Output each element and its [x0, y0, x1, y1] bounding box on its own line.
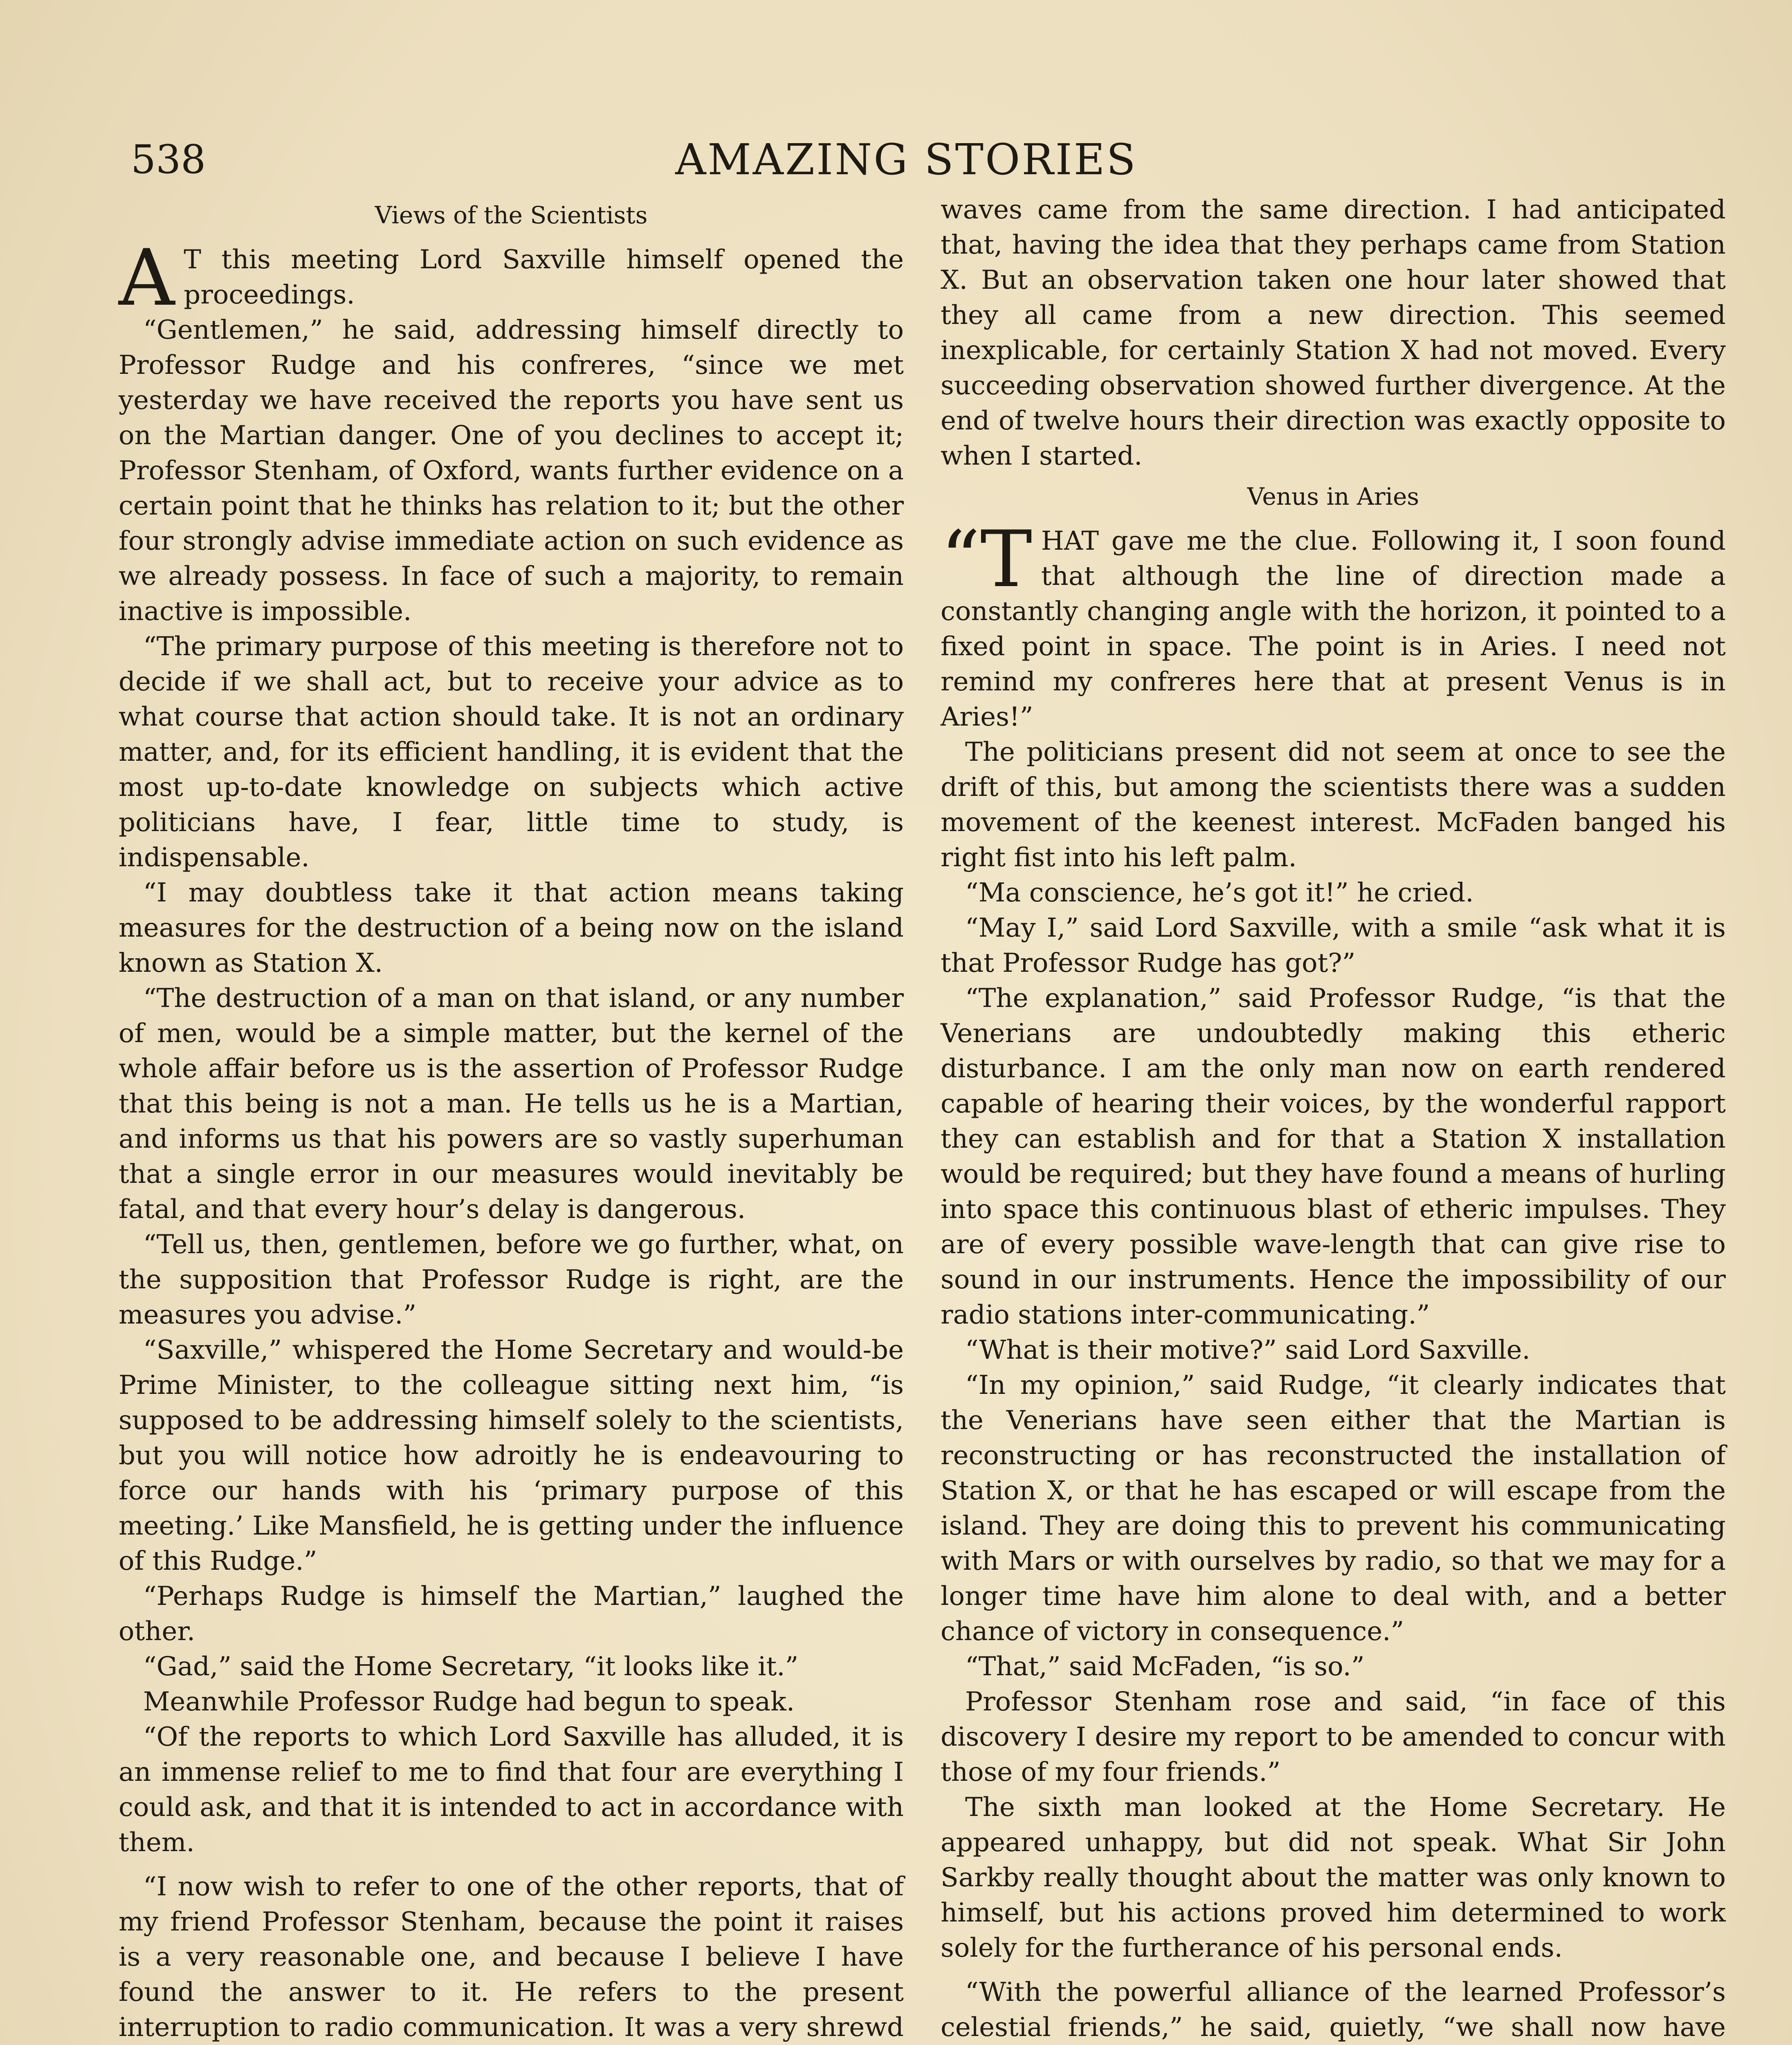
paragraph: “I may doubtless take it that action means taking measures for the destruction of a being now on the island known as Station X.: [119, 878, 904, 978]
paragraph: [941, 514, 1726, 735]
paragraph-text: HAT gave me the clue. Following it, I soon found that although the line of direction made a constantly changing angle with the horizon, it pointed to a fixed point in space. The point is in Aries. I need not remind my confreres here that at present Venus is in Aries!”: [941, 526, 1726, 732]
magazine-title: AMAZING STORIES: [675, 135, 1137, 184]
paragraph: “Gentlemen,” he said, addressing himself directly to Professor Rudge and his confreres, “since we met yesterday we have received the reports you have sent us on the Martian danger. One of you declines to accept it; Professor Stenham, of Oxford, wants further evidence on a certain point that he thinks has relation to it; but the other four strongly advise immediate action on such evidence as we already possess. In face of such a majority, to remain inactive is impossible.: [119, 315, 904, 627]
drop-cap: A: [119, 233, 175, 323]
paragraph: “With the powerful alliance of the learned Professor’s celestial friends,” he said, quietly, “we shall now have: [941, 1977, 1726, 2043]
page-number: 538: [131, 137, 206, 182]
page-header: [131, 131, 1682, 188]
right-column: [941, 192, 1726, 2045]
paragraph: The sixth man looked at the Home Secretary. He appeared unhappy, but did not speak. What Sir John Sarkby really thought about the matter was only known to himself, but his actions proved him determined to work solely for the furtherance of his personal ends.: [941, 1792, 1726, 1963]
paragraph: “Gad,” said the Home Secretary, “it looks like it.”: [143, 1652, 799, 1682]
paragraph: “I now wish to refer to one of the other reports, that of my friend Professor Stenham, because the point it raises is a very reasonable one, and because I believe I have found the answer to it. He refers to the present interruption to radio communication. It was a very shrewd: [119, 1872, 904, 2043]
section-heading-venus-in-aries: Venus in Aries: [1247, 483, 1419, 510]
paragraph: “That,” said McFaden, “is so.”: [965, 1652, 1365, 1682]
paragraph-text: T this meeting Lord Saxville himself opened the proceedings.: [184, 245, 904, 310]
paragraph: “Tell us, then, gentlemen, before we go further, what, on the supposition that Professor Rudge is right, are the measures you advise.”: [119, 1229, 904, 1330]
paragraph: “Of the reports to which Lord Saxville has alluded, it is an immense relief to me to find that four are everything I could ask, and that it is intended to act in accordance with them.: [119, 1722, 904, 1858]
paragraph: “What is their motive?” said Lord Saxville.: [965, 1335, 1530, 1365]
left-column: [119, 192, 904, 2045]
section-heading-views-of-the-scientists: Views of the Scientists: [375, 201, 648, 229]
paragraph: Meanwhile Professor Rudge had begun to speak.: [143, 1687, 795, 1717]
paragraph: “Saxville,” whispered the Home Secretary and would-be Prime Minister, to the colleague sitting next him, “is supposed to be addressing himself solely to the scientists, but you will notice how adroitly he is endeavouring to force our hands with his ‘primary purpose of this meeting.’ Like Mansfield, he is getting under the influence of this Rudge.”: [119, 1335, 904, 1576]
paragraph: “May I,” said Lord Saxville, with a smile “ask what it is that Professor Rudge has got?”: [941, 913, 1726, 978]
paragraph: “The destruction of a man on that island, or any number of men, would be a simple matter, but the kernel of the whole affair before us is the assertion of Professor Rudge that this being is not a man. He tells us he is a Martian, and informs us that his powers are so vastly superhuman that a single error in our measures would inevitably be fatal, and that every hour’s delay is dangerous.: [119, 983, 904, 1225]
paragraph: The politicians present did not seem at once to see the drift of this, but among the scientists there was a sudden movement of the keenest interest. McFaden banged his right fist into his left palm.: [941, 737, 1726, 873]
paragraph: “Ma conscience, he’s got it!” he cried.: [965, 878, 1474, 908]
paragraph: “The explanation,” said Professor Rudge, “is that the Venerians are undoubtedly making this etheric disturbance. I am the only man now on earth rendered capable of hearing their voices, by the wonderful rapport they can establish and for that a Station X installation would be required; but they have found a means of hurling into space this continuous blast of etheric impulses. They are of every possible wave-length that can give rise to sound in our instruments. Hence the impossibility of our radio stations inter-communicating.”: [941, 983, 1726, 1330]
paragraph-continuation: waves came from the same direction. I had anticipated that, having the idea that they perhaps came from Station X. But an observation taken one hour later showed that they all came from a new direction. This seemed inexplicable, for certainly Station X had not moved. Every succeeding observation showed further divergence. At the end of twelve hours their direction was exactly opposite to when I started.: [941, 195, 1726, 471]
paragraph: [119, 233, 904, 323]
paragraph: “Perhaps Rudge is himself the Martian,” laughed the other.: [119, 1581, 904, 1647]
paragraph: Professor Stenham rose and said, “in face of this discovery I desire my report to be amended to concur with those of my four friends.”: [941, 1687, 1726, 1787]
paragraph: “The primary purpose of this meeting is therefore not to decide if we shall act, but to receive your advice as to what course that action should take. It is not an ordinary matter, and, for its efficient handling, it is evident that the most up-to-date knowledge on subjects which active politicians have, I fear, little time to study, is indispensable.: [119, 631, 904, 873]
paragraph: “In my opinion,” said Rudge, “it clearly indicates that the Venerians have seen either that the Martian is reconstructing or has reconstructed the installation of Station X, or that he has escaped or will escape from the island. They are doing this to prevent his communicating with Mars or with ourselves by radio, so that we may for a longer time have him alone to deal with, and a better chance of victory in consequence.”: [941, 1370, 1726, 1647]
drop-cap: “T: [941, 514, 1032, 605]
